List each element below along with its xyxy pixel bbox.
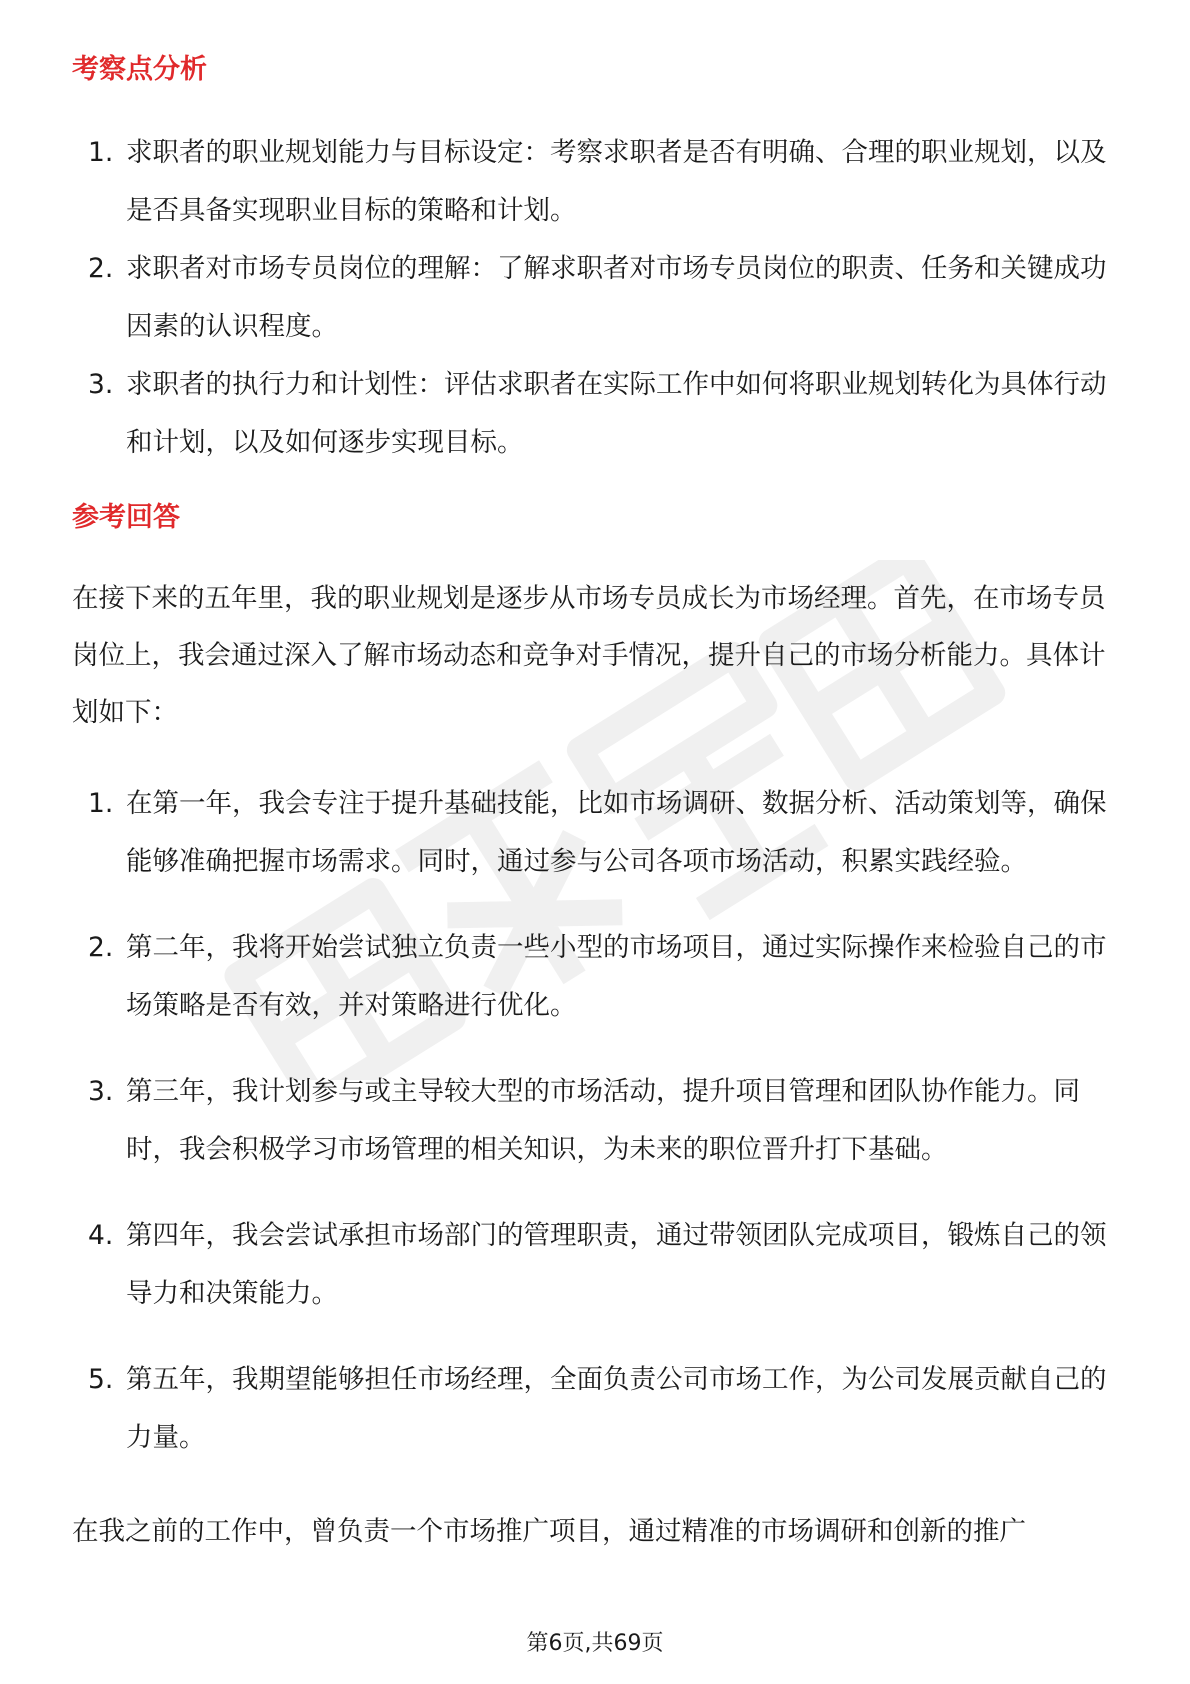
list-item-number: 2. [88, 932, 114, 963]
list-item [72, 919, 1122, 1035]
list-item-text: 求职者的职业规划能力与目标设定：考察求职者是否有明确、合理的职业规划，以及是否具备实现职业目标的策略和计划。 [126, 137, 1107, 226]
list-item-number: 3. [88, 369, 114, 400]
list-item-text: 求职者对市场专员岗位的理解：了解求职者对市场专员岗位的职责、任务和关键成功因素的认识程度。 [126, 253, 1107, 342]
list-item-text: 第三年，我计划参与或主导较大型的市场活动，提升项目管理和团队协作能力。同时，我会积极学习市场管理的相关知识，为未来的职位晋升打下基础。 [126, 1076, 1080, 1165]
list-item-number: 5. [88, 1364, 114, 1395]
list-item [72, 240, 1122, 356]
list-item-text: 第二年，我将开始尝试独立负责一些小型的市场项目，通过实际操作来检验自己的市场策略是否有效，并对策略进行优化。 [126, 932, 1107, 1021]
list-item [72, 1063, 1122, 1179]
list-item-number: 2. [88, 253, 114, 284]
plan-list [72, 775, 1122, 1467]
document-content [72, 50, 1122, 1560]
list-item [72, 124, 1122, 240]
list-item [72, 775, 1122, 891]
intro-paragraph: 在接下来的五年里，我的职业规划是逐步从市场专员成长为市场经理。首先，在市场专员岗位上，我会通过深入了解市场动态和竞争对手情况，提升自己的市场分析能力。具体计划如下： [72, 583, 1106, 728]
analysis-list [72, 124, 1122, 472]
list-item-number: 4. [88, 1220, 114, 1251]
closing-paragraph: 在我之前的工作中，曾负责一个市场推广项目，通过精准的市场调研和创新的推广 [72, 1516, 1026, 1547]
list-item-number: 3. [88, 1076, 114, 1107]
section-heading-answer: 参考回答 [72, 502, 180, 533]
list-item-text: 在第一年，我会专注于提升基础技能，比如市场调研、数据分析、活动策划等，确保能够准确把握市场需求。同时，通过参与公司各项市场活动，积累实践经验。 [126, 788, 1107, 877]
list-item-text: 第四年，我会尝试承担市场部门的管理职责，通过带领团队完成项目，锻炼自己的领导力和决策能力。 [126, 1220, 1107, 1309]
list-item [72, 356, 1122, 472]
list-item-text: 求职者的执行力和计划性：评估求职者在实际工作中如何将职业规划转化为具体行动和计划，以及如何逐步实现目标。 [126, 369, 1107, 458]
list-item-text: 第五年，我期望能够担任市场经理，全面负责公司市场工作，为公司发展贡献自己的力量。 [126, 1364, 1107, 1453]
list-item [72, 1207, 1122, 1323]
page-number-footer: 第6页,共69页 [526, 1631, 664, 1656]
list-item-number: 1. [88, 137, 114, 168]
list-item [72, 1351, 1122, 1467]
list-item-number: 1. [88, 788, 114, 819]
section-heading-analysis: 考察点分析 [72, 54, 207, 85]
